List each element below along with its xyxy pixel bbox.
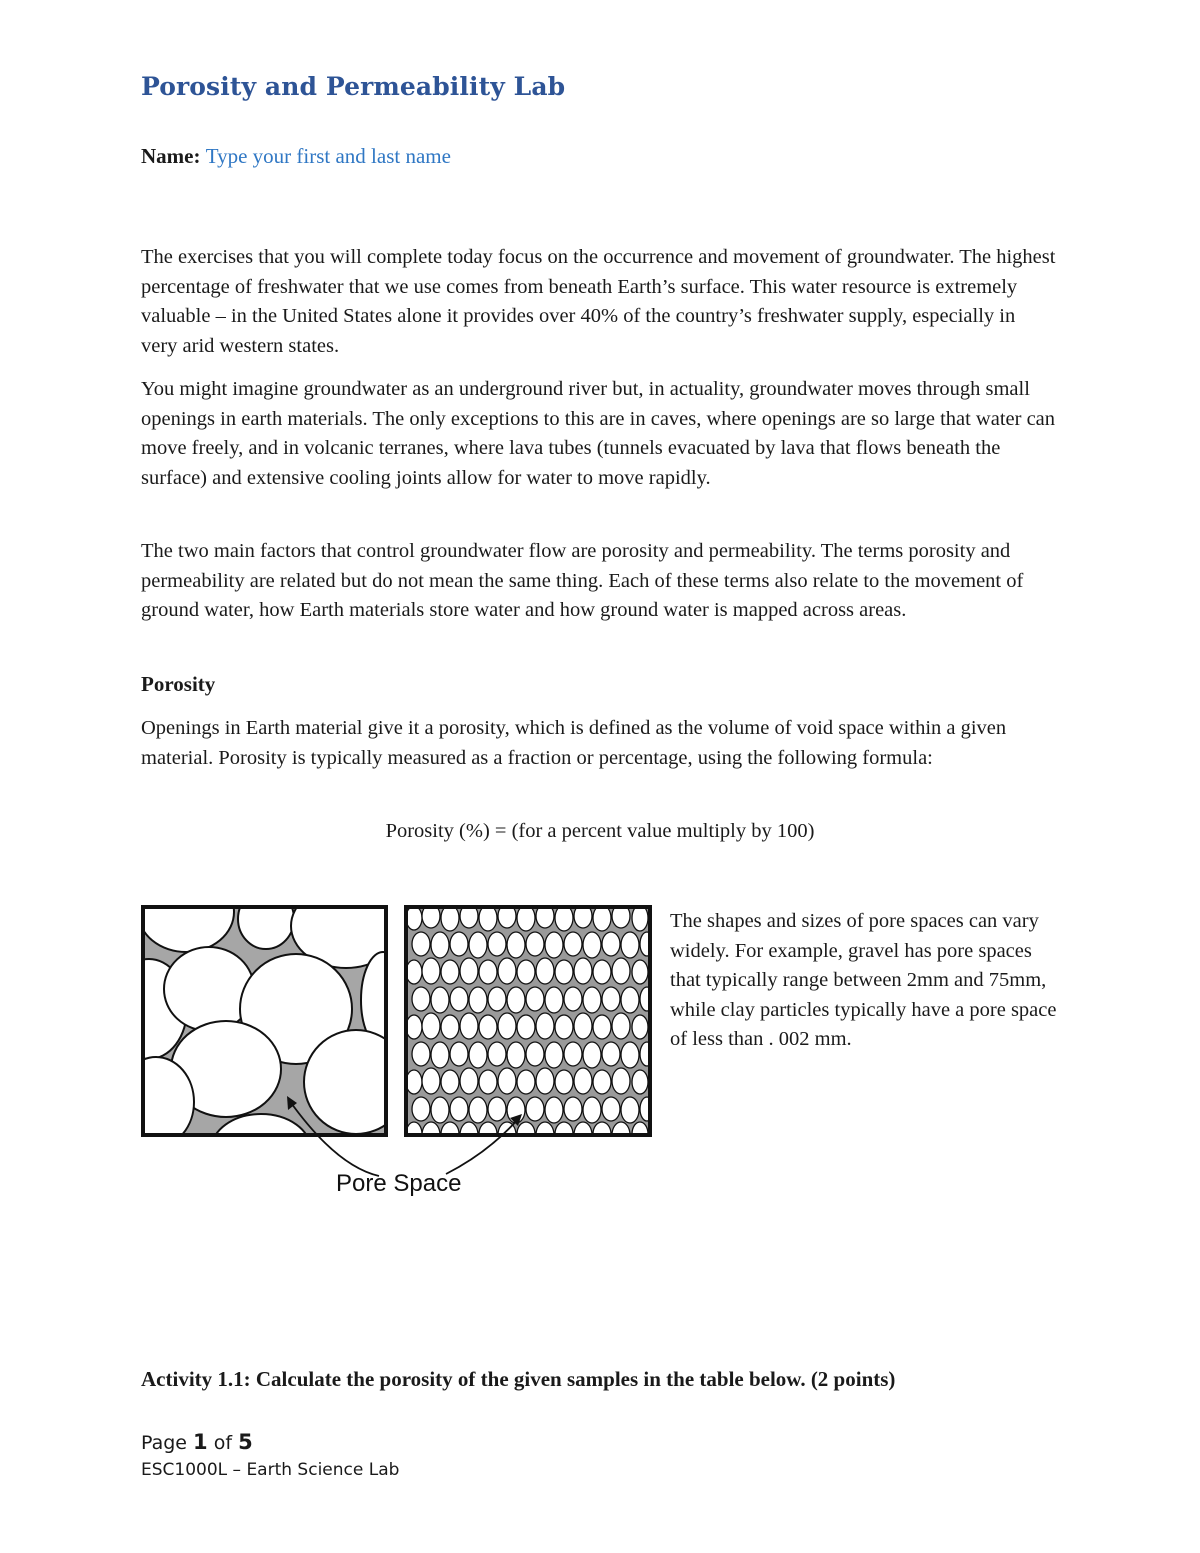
groundwater-paragraph: You might imagine groundwater as an underground river but, in actuality, groundwater moves through small openings in earth materials. The only exceptions to this are in caves, where openings are so large that water can move freely, and in volcanic terranes, where lava tubes (tunnels evacuated by lava that flows beneath the surface) and extensive cooling joints allow for water to move rapidly. xyxy=(141,378,1056,489)
fine-grain-panel xyxy=(406,904,654,1148)
page-current: 1 xyxy=(193,1430,208,1454)
figure-caption: The shapes and sizes of pore spaces can vary widely. For example, gravel has pore spaces that typically range between 2mm and 75mm, while clay particles typically have a pore space of less than . 002 mm. xyxy=(670,910,1057,1050)
pore-space-label: Pore Space xyxy=(336,1170,462,1197)
activity-heading: Activity 1.1: Calculate the porosity of the given samples in the table below. (2 points) xyxy=(141,1367,896,1391)
pore-space-figure xyxy=(141,904,661,1209)
porosity-heading: Porosity xyxy=(141,672,216,696)
porosity-formula: Porosity (%) = (for a percent value multiply by 100) xyxy=(385,820,815,842)
porosity-paragraph: Openings in Earth material give it a porosity, which is defined as the volume of void space within a given material. Porosity is typically measured as a fraction or percentage, using the following formula: xyxy=(141,717,1007,769)
course-footer: ESC1000L – Earth Science Lab xyxy=(141,1460,400,1480)
coarse-grain-panel xyxy=(141,904,408,1186)
of-word: of xyxy=(213,1432,233,1454)
name-label: Name: xyxy=(141,144,201,168)
intro-paragraph: The exercises that you will complete today focus on the occurrence and movement of groundwater. The highest percentage of freshwater that we use comes from beneath Earth’s surface. This water resource is extremely valuable – in the United States alone it provides over 40% of the country’s freshwater supply, especially in very arid western states. xyxy=(141,246,1056,357)
document-title: Porosity and Permeability Lab xyxy=(141,72,566,101)
name-row xyxy=(141,144,451,169)
page-word: Page xyxy=(141,1432,187,1454)
factors-paragraph: The two main factors that control groundwater flow are porosity and permeability. The terms porosity and permeability are related but do not mean the same thing. Each of these terms also relate to the movement of ground water, how Earth materials store water and how ground water is mapped across areas. xyxy=(141,540,1024,621)
page-total: 5 xyxy=(238,1430,253,1454)
page-number xyxy=(141,1430,253,1454)
name-input[interactable]: Type your first and last name xyxy=(205,144,451,168)
